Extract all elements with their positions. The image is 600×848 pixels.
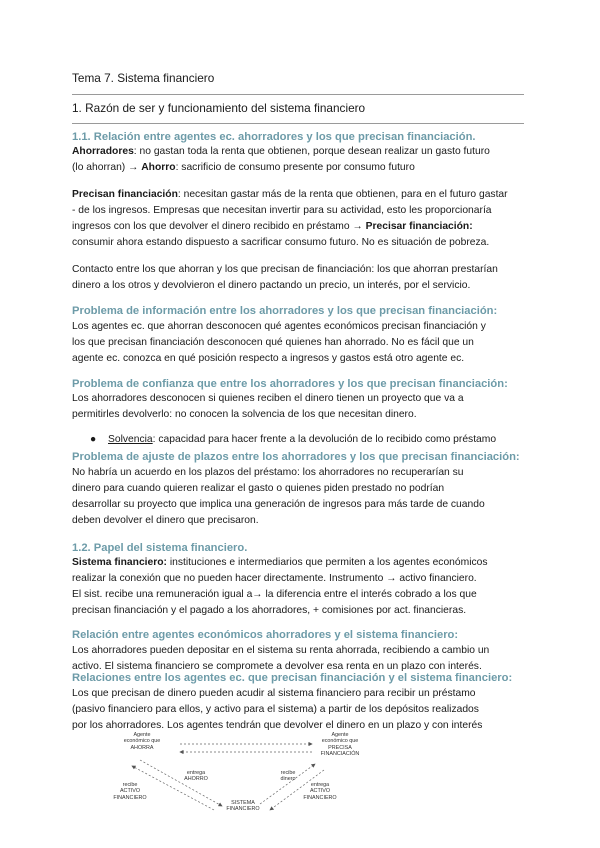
text: económico que	[321, 738, 359, 745]
heading-relacion-precisan: Relaciones entre los agentes ec. que precisan financiación y el sistema financiero:	[72, 672, 513, 684]
flow-diagram	[100, 730, 500, 845]
label-sistema-financiero	[218, 800, 268, 813]
text: Los que precisan de dinero pueden acudir al sistema financiero para recibir un préstamo	[72, 688, 476, 699]
text: FINANCIACIÓN	[320, 750, 360, 757]
subsection-heading-1-1: 1.1. Relación entre agentes ec. ahorradores y los que precisan financiación.	[72, 131, 476, 143]
label-recibe-dinero	[270, 770, 306, 783]
term-precisan: Precisan financiación	[72, 189, 178, 200]
label-agente-ahorra	[116, 732, 168, 751]
text: agente ec. conozca en qué posición respecto a ingresos y gastos está otro agente ec.	[72, 353, 465, 364]
heading-plazos: Problema de ajuste de plazos entre los ahorradores y los que precisan financiación:	[72, 451, 520, 463]
text: El sist. recibe una remuneración igual a→ la diferencia entre el interés cobrado a los que	[72, 589, 477, 600]
term-sistema: Sistema financiero:	[72, 557, 167, 568]
paragraph-precisan	[72, 187, 542, 251]
paragraph-informacion	[72, 319, 542, 367]
text: ACTIVO	[309, 788, 331, 795]
label-entrega-ahorro	[176, 770, 216, 783]
paragraph-ahorradores	[72, 144, 532, 176]
divider	[72, 123, 524, 124]
text: los que precisan financiación desconocen qué quienes han ahorrado. No es fácil que un	[72, 337, 474, 348]
label-entrega-activo	[296, 782, 344, 801]
text: por los ahorradores. Los agentes tendrán que devolver el dinero en un plazo y con interés	[72, 720, 483, 731]
arrow-ahorro-to-sistema	[140, 760, 222, 806]
subsection-heading-1-2: 1.2. Papel del sistema financiero.	[72, 542, 248, 554]
section-heading: 1. Razón de ser y funcionamiento del sistema financiero	[72, 101, 366, 115]
text: PRECISA	[328, 744, 352, 751]
text: FINANCIERO	[113, 794, 147, 801]
text: Los ahorradores desconocen si quienes reciben el dinero tienen un proyecto que va a	[72, 393, 464, 404]
term-ahorro: Ahorro	[141, 162, 176, 173]
paragraph-relacion-ahorradores	[72, 643, 542, 675]
text: Los ahorradores pueden depositar en el sistema su renta ahorrada, recibiendo a cambio un	[72, 645, 490, 656]
bullet-icon: ●	[90, 434, 97, 446]
text: desarrollar su proyecto que implica una generación de ingresos para más tarde de cuando	[72, 499, 485, 510]
label-recibe-activo	[108, 782, 152, 801]
text: dinero a los otros y devolvieron el dinero pactando un precio, un interés, por el servicio.	[72, 280, 471, 291]
label-agente-precisa	[310, 732, 370, 757]
paragraph-confianza	[72, 391, 542, 423]
text: precisan financiación y el pagado a los ahorradores, + comisiones por act. financieras.	[72, 605, 467, 616]
text: dinero	[280, 776, 296, 783]
text: AHORRO	[184, 776, 208, 783]
text: (pasivo financiero para ellos, y activo para el sistema) a partir de los depósitos realizados	[72, 704, 479, 715]
text: : sacrificio de consumo presente por consumo futuro	[175, 162, 415, 173]
text: entrega	[310, 782, 330, 788]
divider	[72, 94, 524, 95]
paragraph-relacion-precisan	[72, 686, 542, 734]
text: Los agentes ec. que ahorran desconocen qué agentes económicos precisan financiación y	[72, 321, 486, 332]
text: : necesitan gastar más de la renta que obtienen, para en el futuro gastar	[177, 189, 508, 200]
text: - de los ingresos. Empresas que necesitan invertir para su actividad, esto les proporcionaría	[72, 205, 492, 216]
term-precisar: Precisar financiación:	[365, 221, 473, 232]
heading-relacion-ahorradores: Relación entre agentes económicos ahorradores y el sistema financiero:	[72, 629, 459, 641]
text: Agente	[331, 732, 349, 738]
text: realizar la conexión que no pueden hacer directamente. Instrumento → activo financiero.	[72, 573, 477, 584]
term-ahorradores: Ahorradores	[72, 146, 134, 157]
text: (lo ahorran) →	[72, 162, 142, 173]
text: Contacto entre los que ahorran y los que precisan de financiación: los que ahorran prestarían	[72, 264, 498, 275]
paragraph-plazos	[72, 465, 542, 529]
text: instituciones e intermediarios que permiten a los agentes económicos	[167, 557, 488, 568]
paragraph-sistema	[72, 555, 542, 619]
text: económico que	[123, 738, 161, 745]
text: dinero para cuando quieren realizar el gasto o quienes piden prestado no podrían	[72, 483, 445, 494]
text: permitirles devolverlo: no conocen la solvencia de los que necesitan dinero.	[72, 409, 417, 420]
text: : capacidad para hacer frente a la devolución de lo recibido como préstamo	[152, 434, 497, 446]
page-title: Tema 7. Sistema financiero	[72, 71, 215, 85]
heading-confianza: Problema de confianza que entre los ahorradores y los que precisan financiación:	[72, 378, 508, 390]
text: ingresos con los que devolver el dinero recibido en préstamo →	[72, 221, 366, 232]
text: recibe	[280, 770, 296, 776]
text: ACTIVO	[119, 788, 141, 795]
text: AHORRA	[130, 744, 154, 751]
text: FINANCIERO	[226, 806, 260, 813]
list-item-solvencia	[90, 432, 530, 448]
heading-informacion: Problema de información entre los ahorradores y los que precisan financiación:	[72, 305, 498, 317]
text: recibe	[122, 782, 138, 788]
text: : no gastan toda la renta que obtienen, porque desean realizar un gasto futuro	[133, 146, 490, 157]
text: No habría un acuerdo en los plazos del préstamo: los ahorradores no recuperarían su	[72, 467, 464, 478]
text: Agente	[133, 732, 151, 738]
text: consumir ahora estando dispuesto a sacrificar consumo futuro. No es situación de pobreza.	[72, 237, 490, 248]
text: FINANCIERO	[303, 794, 337, 801]
term-solvencia: Solvencia	[108, 434, 153, 446]
text: activo. El sistema financiero se compromete a devolver esa renta en un plazo con interés.	[72, 661, 482, 672]
text: entrega	[186, 770, 206, 776]
text: SISTEMA	[231, 800, 255, 806]
paragraph-contacto	[72, 262, 542, 294]
text: deben devolver el dinero que precisaron.	[72, 515, 259, 526]
